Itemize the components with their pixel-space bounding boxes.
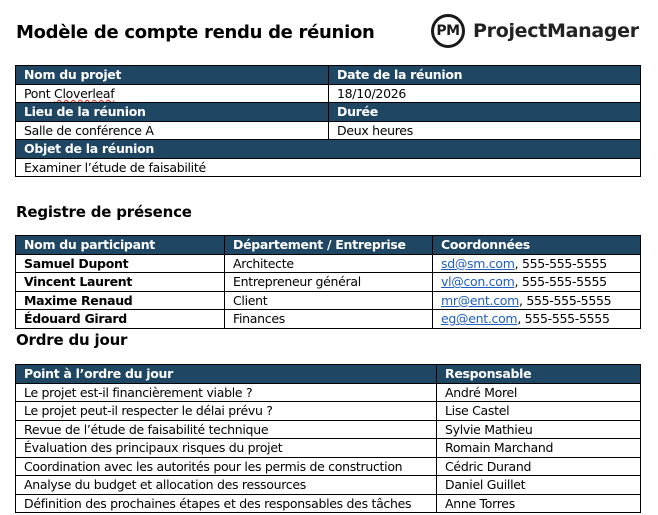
table-row	[16, 402, 641, 421]
participant-name[interactable]: Maxime Renaud	[16, 291, 225, 310]
agenda-owner[interactable]: Daniel Guillet	[437, 476, 641, 495]
duration-label: Durée	[329, 103, 641, 122]
date-value[interactable]: 18/10/2026	[329, 84, 641, 103]
column-header-contact: Coordonnées	[433, 236, 641, 255]
document-title: Modèle de compte rendu de réunion	[16, 22, 375, 43]
meeting-info-row	[16, 158, 641, 177]
participant-contact[interactable]	[433, 291, 641, 310]
project-name-cell[interactable]	[16, 84, 329, 103]
participant-department[interactable]: Entrepreneur général	[225, 273, 433, 292]
meeting-info-table	[15, 65, 641, 177]
meeting-info-header-row	[16, 140, 641, 159]
phone-number: , 555-555-5555	[517, 311, 610, 327]
column-header-owner: Responsable	[437, 365, 641, 384]
meeting-info-row	[16, 84, 641, 103]
agenda-item[interactable]: Analyse du budget et allocation des ressources	[16, 476, 437, 495]
agenda-owner[interactable]: Anne Torres	[437, 494, 641, 513]
projectmanager-logo	[431, 14, 639, 48]
spellcheck-flagged-word: Cloverleaf	[54, 85, 115, 101]
participant-contact[interactable]	[433, 254, 641, 273]
participant-department[interactable]: Finances	[225, 310, 433, 329]
attendance-heading: Registre de présence	[16, 203, 192, 221]
agenda-table	[15, 364, 641, 513]
purpose-value[interactable]: Examiner l’étude de faisabilité	[16, 158, 641, 177]
table-row	[16, 291, 641, 310]
table-row	[16, 310, 641, 329]
agenda-item[interactable]: Le projet est-il financièrement viable ?	[16, 383, 437, 402]
table-row	[16, 383, 641, 402]
table-row	[16, 457, 641, 476]
attendance-header-row	[16, 236, 641, 255]
location-label: Lieu de la réunion	[16, 103, 329, 122]
table-row	[16, 273, 641, 292]
pm-logo-icon: PM	[431, 14, 465, 48]
table-row	[16, 476, 641, 495]
agenda-item[interactable]: Coordination avec les autorités pour les permis de construction	[16, 457, 437, 476]
duration-value[interactable]: Deux heures	[329, 121, 641, 140]
agenda-owner[interactable]: Romain Marchand	[437, 439, 641, 458]
participant-contact[interactable]	[433, 310, 641, 329]
purpose-label: Objet de la réunion	[16, 140, 641, 159]
column-header-department: Département / Entreprise	[225, 236, 433, 255]
agenda-item[interactable]: Le projet peut-il respecter le délai prévu ?	[16, 402, 437, 421]
project-name-label: Nom du projet	[16, 66, 329, 85]
agenda-heading: Ordre du jour	[16, 331, 128, 349]
participant-department[interactable]: Client	[225, 291, 433, 310]
phone-number: , 555-555-5555	[519, 292, 612, 308]
table-row	[16, 439, 641, 458]
logo-wordmark: ProjectManager	[473, 20, 639, 42]
project-name-prefix: Pont	[24, 85, 55, 101]
agenda-owner[interactable]: Cédric Durand	[437, 457, 641, 476]
table-row	[16, 254, 641, 273]
meeting-info-header-row	[16, 103, 641, 122]
agenda-owner[interactable]: Lise Castel	[437, 402, 641, 421]
email-link[interactable]: sd@sm.com	[441, 255, 515, 271]
phone-number: , 555-555-5555	[514, 255, 607, 271]
attendance-table	[15, 235, 641, 329]
table-row	[16, 494, 641, 513]
agenda-owner[interactable]: Sylvie Mathieu	[437, 420, 641, 439]
participant-department[interactable]: Architecte	[225, 254, 433, 273]
column-header-agenda-item: Point à l’ordre du jour	[16, 365, 437, 384]
meeting-info-row	[16, 121, 641, 140]
location-value[interactable]: Salle de conférence A	[16, 121, 329, 140]
agenda-item[interactable]: Définition des prochaines étapes et des responsables des tâches	[16, 494, 437, 513]
agenda-item[interactable]: Revue de l’étude de faisabilité technique	[16, 420, 437, 439]
participant-contact[interactable]	[433, 273, 641, 292]
participant-name[interactable]: Samuel Dupont	[16, 254, 225, 273]
meeting-info-header-row	[16, 66, 641, 85]
phone-number: , 555-555-5555	[514, 274, 607, 290]
agenda-owner[interactable]: André Morel	[437, 383, 641, 402]
agenda-item[interactable]: Évaluation des principaux risques du projet	[16, 439, 437, 458]
email-link[interactable]: mr@ent.com	[441, 292, 519, 308]
column-header-participant: Nom du participant	[16, 236, 225, 255]
email-link[interactable]: vl@con.com	[441, 274, 515, 290]
table-row	[16, 420, 641, 439]
email-link[interactable]: eg@ent.com	[441, 311, 518, 327]
agenda-header-row	[16, 365, 641, 384]
participant-name[interactable]: Édouard Girard	[16, 310, 225, 329]
participant-name[interactable]: Vincent Laurent	[16, 273, 225, 292]
date-label: Date de la réunion	[329, 66, 641, 85]
